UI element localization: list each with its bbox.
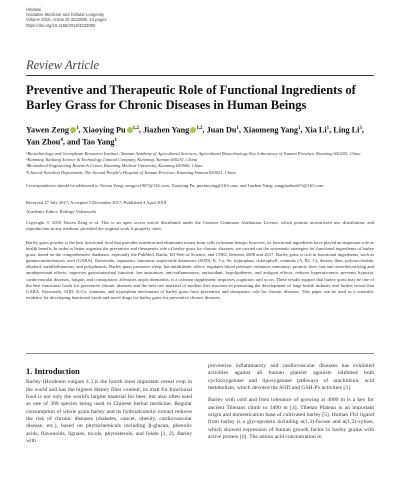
author-name[interactable]: Tao Yang xyxy=(82,137,115,147)
author-affiliation-number: 1,2 xyxy=(132,126,139,131)
author-separator: , xyxy=(202,125,207,135)
body-column-left xyxy=(26,368,192,450)
author-affiliation-number: 1 xyxy=(76,126,79,131)
author-affiliation-number: 1 xyxy=(114,138,117,144)
author-separator: , xyxy=(300,125,305,135)
author-affiliation-number: 1 xyxy=(236,126,239,131)
author-name[interactable]: Xia Li xyxy=(304,125,327,135)
copyright-notice: Copyright © 2018 Yawen Zeng et al. This is an open access article distributed under the Creative Commons Attribution License, which permits unrestricted use, distribution, and reproduction in any medium, provided the original work is properly cited. xyxy=(26,220,374,232)
author-name[interactable]: Juan Du xyxy=(206,125,237,135)
intro-paragraph-continued: preventive inflammatory and cardiovascular diseases has exhibited activities against all human platelet agonists inhibited both cyclooxygenase and lipoxygenase pathways of arachidonic acid metabolism, which devoted the SOD and GSH-Px activities [3]. xyxy=(208,363,374,392)
affiliation-line: ³Biomedical Engineering Research Center, Kunming Medical University, Kunming 650500, China xyxy=(26,163,203,169)
author-affiliation-number: 4 xyxy=(60,138,63,144)
doi-link[interactable]: https://doi.org/10.1155/2018/3232080 xyxy=(26,22,96,28)
author-name[interactable]: Yawen Zeng xyxy=(26,125,69,135)
section-heading: 1. Introduction xyxy=(26,367,80,376)
abstract: Barley grass powder is the best functional food that provides nutrition and eliminates toxins from cells in human beings; however, its functional ingredients have played an important role as health benefit. In order to better organize the preventive and therapeutic role of barley grass for chronic diseases, we carried out the systematic strategies for functional ingredients of barley grass, based on the comprehensive databases, especially the PubMed, Baidu, ISI Web of Science, and CNKI, between 2008 and 2017. Barley grass is rich in functional ingredients, such as gamma-aminobutyric acid (GABA), flavonoids, saponarin, lutonarin, superoxide dismutase (SOD), K, Ca, Se, tryptophan, chlorophyll, vitamins (A, B1, C), dietary fiber, polysaccharide, alkaloid, metallothioneins, and polyphenols. Barley grass promotes sleep; has antidiabetic effect; regulates blood pressure; enhances immunity; protects liver; has anti-acne/detoxifying and antidepressant effects; improves gastrointestinal function; has anticancer, anti-inflammatory, antioxidant, hypolipidemic, and antigout effects; reduces hyperuricemia; prevents hypoxia, cardiovascular diseases, fatigue, and constipation; alleviates atopic dermatitis; is a calcium supplement; improves cognition; and so on. These results support that barley grass may be one of the best functional foods for preventive chronic diseases and the best raw material of modern diet structure in promoting the development of large health industry and further reveal that GABA, flavonoids, SOD, K-Ca, vitamins, and tryptophan mechanism of barley grass have preventive and therapeutic role for chronic diseases. This paper can be used as a scientific evidence for developing functional foods and novel drugs for barley grass for preventive chronic diseases. xyxy=(26,240,374,300)
author-separator: , xyxy=(78,125,83,135)
volume-info: Volume 2018, Article ID 3232080, 13 pages xyxy=(26,17,107,23)
author-affiliation-number: 1 xyxy=(326,126,330,131)
author-list xyxy=(26,124,374,148)
intro-paragraph: Barley with cold and frost tolerance of growing at 4000 m is a key for ancient Tibetans climb to 3400 m [4]. Tibetan Plateau is an important origin and domestication base of cultivated barley [5]. Human Fb3 ligand from barley is a glycoprotein including α(1,3)-fucose and α(1,2)-xylose, which showed expression of human growth factor in barley grains with active protein [6]. The amino acid concentration in xyxy=(208,397,374,441)
abstract-divider xyxy=(26,353,374,354)
article-type: Review Article xyxy=(26,58,100,72)
author-name[interactable]: Jiazhen Yang xyxy=(142,125,190,135)
paper-title: Preventive and Therapeutic Role of Functional Ingredients of Barley Grass for Chronic Diseases in Human Beings xyxy=(26,83,356,112)
author-name[interactable]: Xiaoying Pu xyxy=(82,125,126,135)
affiliation-line: ⁴Clinical Nutrition Department, The Second People's Hospital of Yunnan Province, Kunming Yunnan 650021, China xyxy=(26,169,236,175)
author-affiliation-number: 3 xyxy=(359,126,362,131)
body-column-right xyxy=(208,363,374,446)
author-separator: , xyxy=(329,125,334,135)
journal-header xyxy=(26,7,226,28)
intro-paragraph: Barley (Hordeum vulgare L.) is the fourth most important cereal crop in the world and has the highest dietary fiber content; its malt for functional food is not only the world's largest material for beer, but also often used as one of 300 species being used in Chinese herbal medicine. Regular consumption of whole grain barley and its hydroalcoholic extract reduces the risk of chronic diseases (diabetes, cancer, obesity, cardiovascular disease, etc.), based on phytochemicals including β-glucan, phenolic acids, flavonoids, lignans, tocols, phytosterols, and folate [1, 2]. Barley with xyxy=(26,379,192,445)
author-separator: , and xyxy=(62,137,83,147)
author-name[interactable]: Yan Zhou xyxy=(26,137,61,147)
author-separator: , xyxy=(238,125,244,135)
article-dates: Received 27 July 2017; Accepted 5 December 2017; Published 4 April 2018 xyxy=(26,200,167,205)
affiliation-line: ²Kunming Yunliang Science & Technology Limited Company, Kunming, Yunnan 650231, China xyxy=(26,157,198,163)
author-affiliation-number: 1,2 xyxy=(196,126,203,131)
author-separator: , xyxy=(361,125,364,135)
header-divider xyxy=(26,75,374,76)
academic-editor: Academic Editor: Rodrigo Valenzuela xyxy=(26,209,96,214)
affiliations xyxy=(26,151,374,176)
affiliation-line: ¹Biotechnology and Germplasm Resources Institute, Yunnan Academy of Agricultural Sciences, Agricultural Biotechnology Key Laboratory of Yunnan Province, Kunming 650205, China xyxy=(26,151,361,156)
author-name[interactable]: Xiaomeng Yang xyxy=(243,125,298,135)
publisher-name: Hindawi xyxy=(26,7,41,12)
author-affiliation-number: 1 xyxy=(297,126,301,131)
author-separator: , xyxy=(138,125,143,135)
journal-name: Oxidative Medicine and Cellular Longevity xyxy=(26,12,104,18)
author-name[interactable]: Ling Li xyxy=(333,125,360,135)
correspondence: Correspondence should be addressed to Yawen Zeng; zengyw1967@126.com, Xiaoying Pu; puxiaoying@163.com, and Jiazhen Yang; yangjiazhen615@163.com xyxy=(26,183,324,188)
